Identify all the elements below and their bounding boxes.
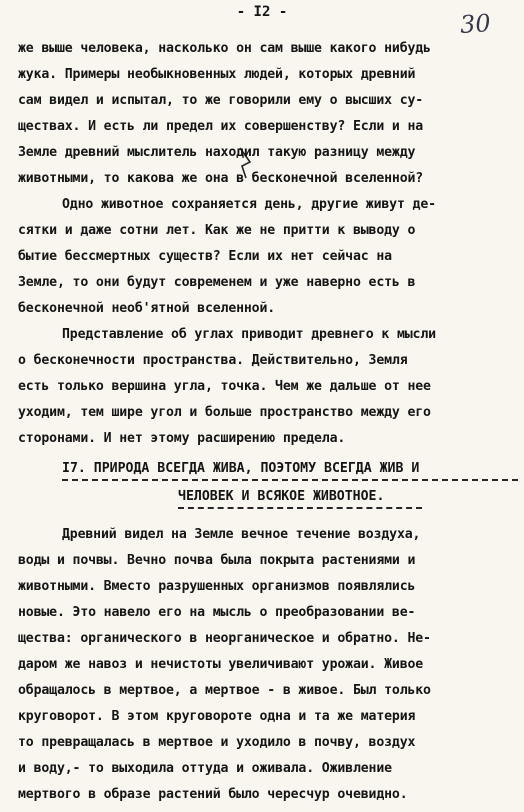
text-line: животными, то какова же она в бесконечной вселенной? (18, 171, 424, 186)
text-line: даром же навоз и нечистоты увеличивают урожаи. Живое (18, 657, 424, 672)
page-number: - I2 - (236, 4, 288, 20)
text-line: и воду,- то выходила оттуда и оживала. Оживление (18, 761, 392, 776)
text-line: Земле, то они будут современем и уже наверно есть в (18, 275, 416, 290)
text-line: сторонами. И нет этому расширению предела. (18, 431, 346, 446)
text-line: щества: органического в неорганическое и обратно. Не- (18, 631, 431, 646)
text-line: воды и почвы. Вечно почва была покрыта растениями и (18, 553, 416, 568)
text-line: уходим, тем шире угол и больше пространство между его (18, 405, 431, 420)
text-line: ществах. И есть ли предел их совершенству? Если и на (18, 119, 424, 134)
text-line: круговорот. В этом круговороте одна и та же материя (18, 709, 416, 724)
text-line: животными. Вместо разрушенных организмов появлялись (18, 579, 416, 594)
text-line: Древний видел на Земле вечное течение воздуха, (62, 527, 421, 542)
text-line: жука. Примеры необыкновенных людей, которых древний (18, 67, 416, 82)
text-line: Земле древний мыслитель находил такую разницу между (18, 145, 416, 160)
text-line: то превращалась в мертвое и уходило в почву, воздух (18, 735, 416, 750)
text-line: обращалось в мертвое, а мертвое - в живое. Был только (18, 683, 431, 698)
section-heading: I7. ПРИРОДА ВСЕГДА ЖИВА, ПОЭТОМУ ВСЕГДА ЖИВ И (62, 458, 518, 481)
text-line: бесконечной необ'ятной вселенной. (18, 301, 276, 316)
text-line: сам видел и испытал, то же говорили ему о высших су- (18, 93, 424, 108)
text-line: о бесконечности пространства. Действительно, Земля (18, 353, 408, 368)
text-line: сятки и даже сотни лет. Как же не притти к выводу о (18, 223, 416, 238)
handwritten-archive-number: 30 (459, 8, 492, 40)
text-line: мертвого в образе растений было чересчур очевидно. (18, 787, 408, 802)
text-line: Одно животное сохраняется день, другие живут де- (62, 197, 436, 212)
text-line: новые. Это навело его на мысль о преобразовании ве- (18, 605, 416, 620)
text-line: Представление об углах приводит древнего к мысли (62, 327, 436, 342)
text-line: есть только вершина угла, точка. Чем же дальше от нее (18, 379, 431, 394)
section-heading: ЧЕЛОВЕК И ВСЯКОЕ ЖИВОТНОЕ. (178, 486, 422, 509)
text-line: бытие бессмертных существ? Если их нет сейчас на (18, 249, 392, 264)
text-line: же выше человека, насколько он сам выше какого нибудь (18, 41, 431, 56)
